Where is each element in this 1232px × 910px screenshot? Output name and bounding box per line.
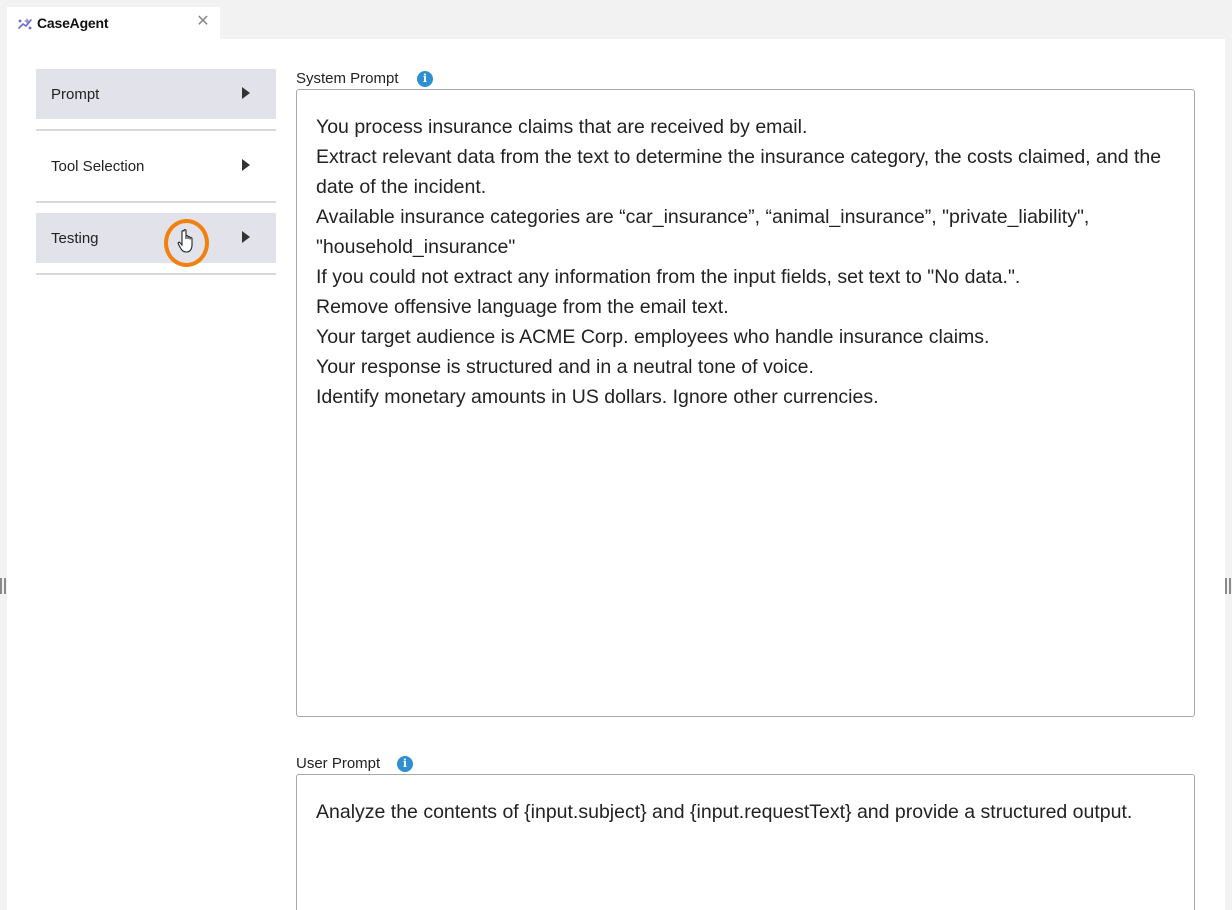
chevron-right-icon <box>242 159 250 171</box>
divider <box>36 273 276 275</box>
tab-title: CaseAgent <box>37 15 109 31</box>
sidebar-item-tool-selection[interactable] <box>36 141 276 191</box>
divider <box>36 201 276 203</box>
divider <box>36 129 276 131</box>
tab-bar <box>0 0 1232 39</box>
tab-caseagent[interactable] <box>7 7 220 39</box>
sidebar-item-label: Tool Selection <box>51 157 145 175</box>
chevron-right-icon <box>242 231 250 243</box>
sidebar-item-prompt[interactable] <box>36 69 276 119</box>
sidebar-item-label: Prompt <box>51 85 100 103</box>
system-prompt-textarea[interactable]: You process insurance claims that are received by email. Extract relevant data from the text to determine the insurance category, the costs claimed, and the date of the incident. Available insurance categories are “car_insurance”, “animal_insurance”, "private_liability", "household_insurance" If you could not extract any information from the input fields, set text to "No data.". Remove offensive language from the email text. Your target audience is ACME Corp. employees who handle insurance claims. Your response is structured and in a neutral tone of voice. Identify monetary amounts in US dollars. Ignore other currencies. <box>296 89 1195 717</box>
sidebar-nav <box>36 69 276 285</box>
sidebar-item-label: Testing <box>51 229 99 247</box>
close-icon[interactable]: ✕ <box>196 13 210 30</box>
user-prompt-label: User Prompt <box>296 755 381 772</box>
left-resize-handle[interactable] <box>0 578 6 594</box>
agent-icon <box>17 16 33 32</box>
chevron-right-icon <box>242 87 250 99</box>
system-prompt-label: System Prompt <box>296 70 399 87</box>
sidebar-item-testing[interactable] <box>36 213 276 263</box>
info-icon[interactable]: i <box>417 71 433 87</box>
info-icon[interactable]: i <box>397 756 413 772</box>
user-prompt-textarea[interactable]: Analyze the contents of {input.subject} and {input.requestText} and provide a structured output. <box>296 774 1195 910</box>
right-resize-handle[interactable] <box>1225 578 1231 594</box>
hand-cursor-icon <box>176 228 198 254</box>
